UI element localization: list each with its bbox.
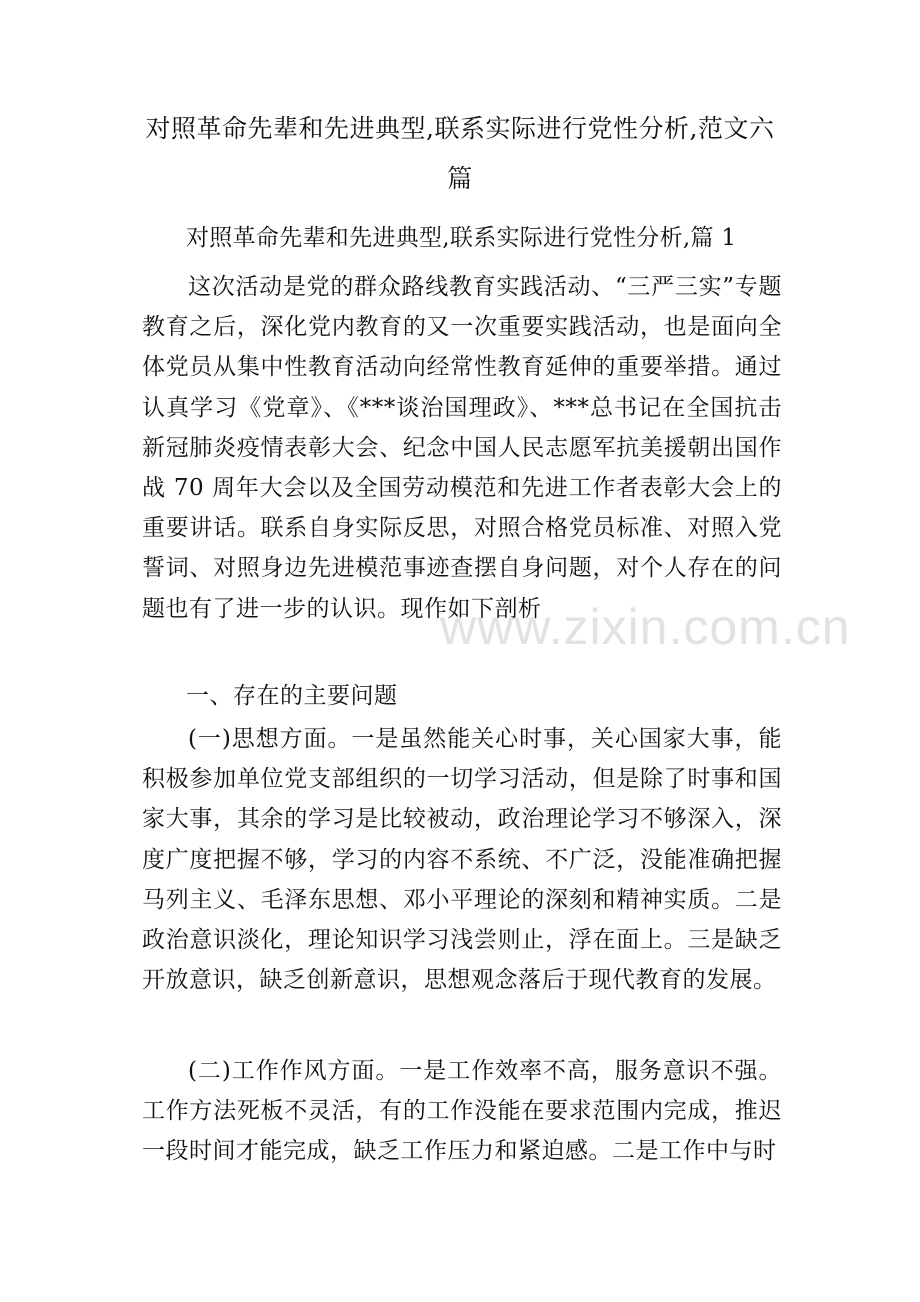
paragraph-work-style: (二)工作作风方面。一是工作效率不高，服务意识不强。工作方法死板不灵活，有的工作没能在要求范围内完成，推迟一段时间才能完成，缺乏工作压力和紧迫感。二是工作中与时 <box>142 1058 782 1165</box>
document-title: 对照革命先辈和先进典型,联系实际进行党性分析,范文六篇 <box>145 114 775 193</box>
section-title: 对照革命先辈和先进典型,联系实际进行党性分析,篇 1 <box>186 225 737 251</box>
paragraph-intro: 这次活动是党的群众路线教育实践活动、“三严三实”专题教育之后，深化党内教育的又一次重要实践活动，也是面向全体党员从集中性教育活动向经常性教育延伸的重要举措。通过认真学习《党章》、《***谈治国理政》、***总书记在全国抗击新冠肺炎疫情表彰大会、纪念中国人民志愿军抗美援朝出国作战 70 周年大会以及全国劳动模范和先进工作者表彰大会上的重要讲话。联系自身实际反思，对照合格党员标准、对照入党誓词、对照身边先进模范事迹查摆自身问题，对个人存在的问题也有了进一步的认识。现作如下剖析 <box>142 274 782 622</box>
paragraph-thought: (一)思想方面。一是虽然能关心时事，关心国家大事，能积极参加单位党支部组织的一切学习活动，但是除了时事和国家大事，其余的学习是比较被动，政治理论学习不够深入，深度广度把握不够，学习的内容不系统、不广泛，没能准确把握马列主义、毛泽东思想、邓小平理论的深刻和精神实质。二是政治意识淡化，理论知识学习浅尝则止，浮在面上。三是缺乏开放意识，缺乏创新意识，思想观念落后于现代教育的发展。 <box>142 726 782 994</box>
watermark: www.zixin.com.cn <box>440 599 851 655</box>
heading-main-problems: 一、存在的主要问题 <box>186 683 398 709</box>
